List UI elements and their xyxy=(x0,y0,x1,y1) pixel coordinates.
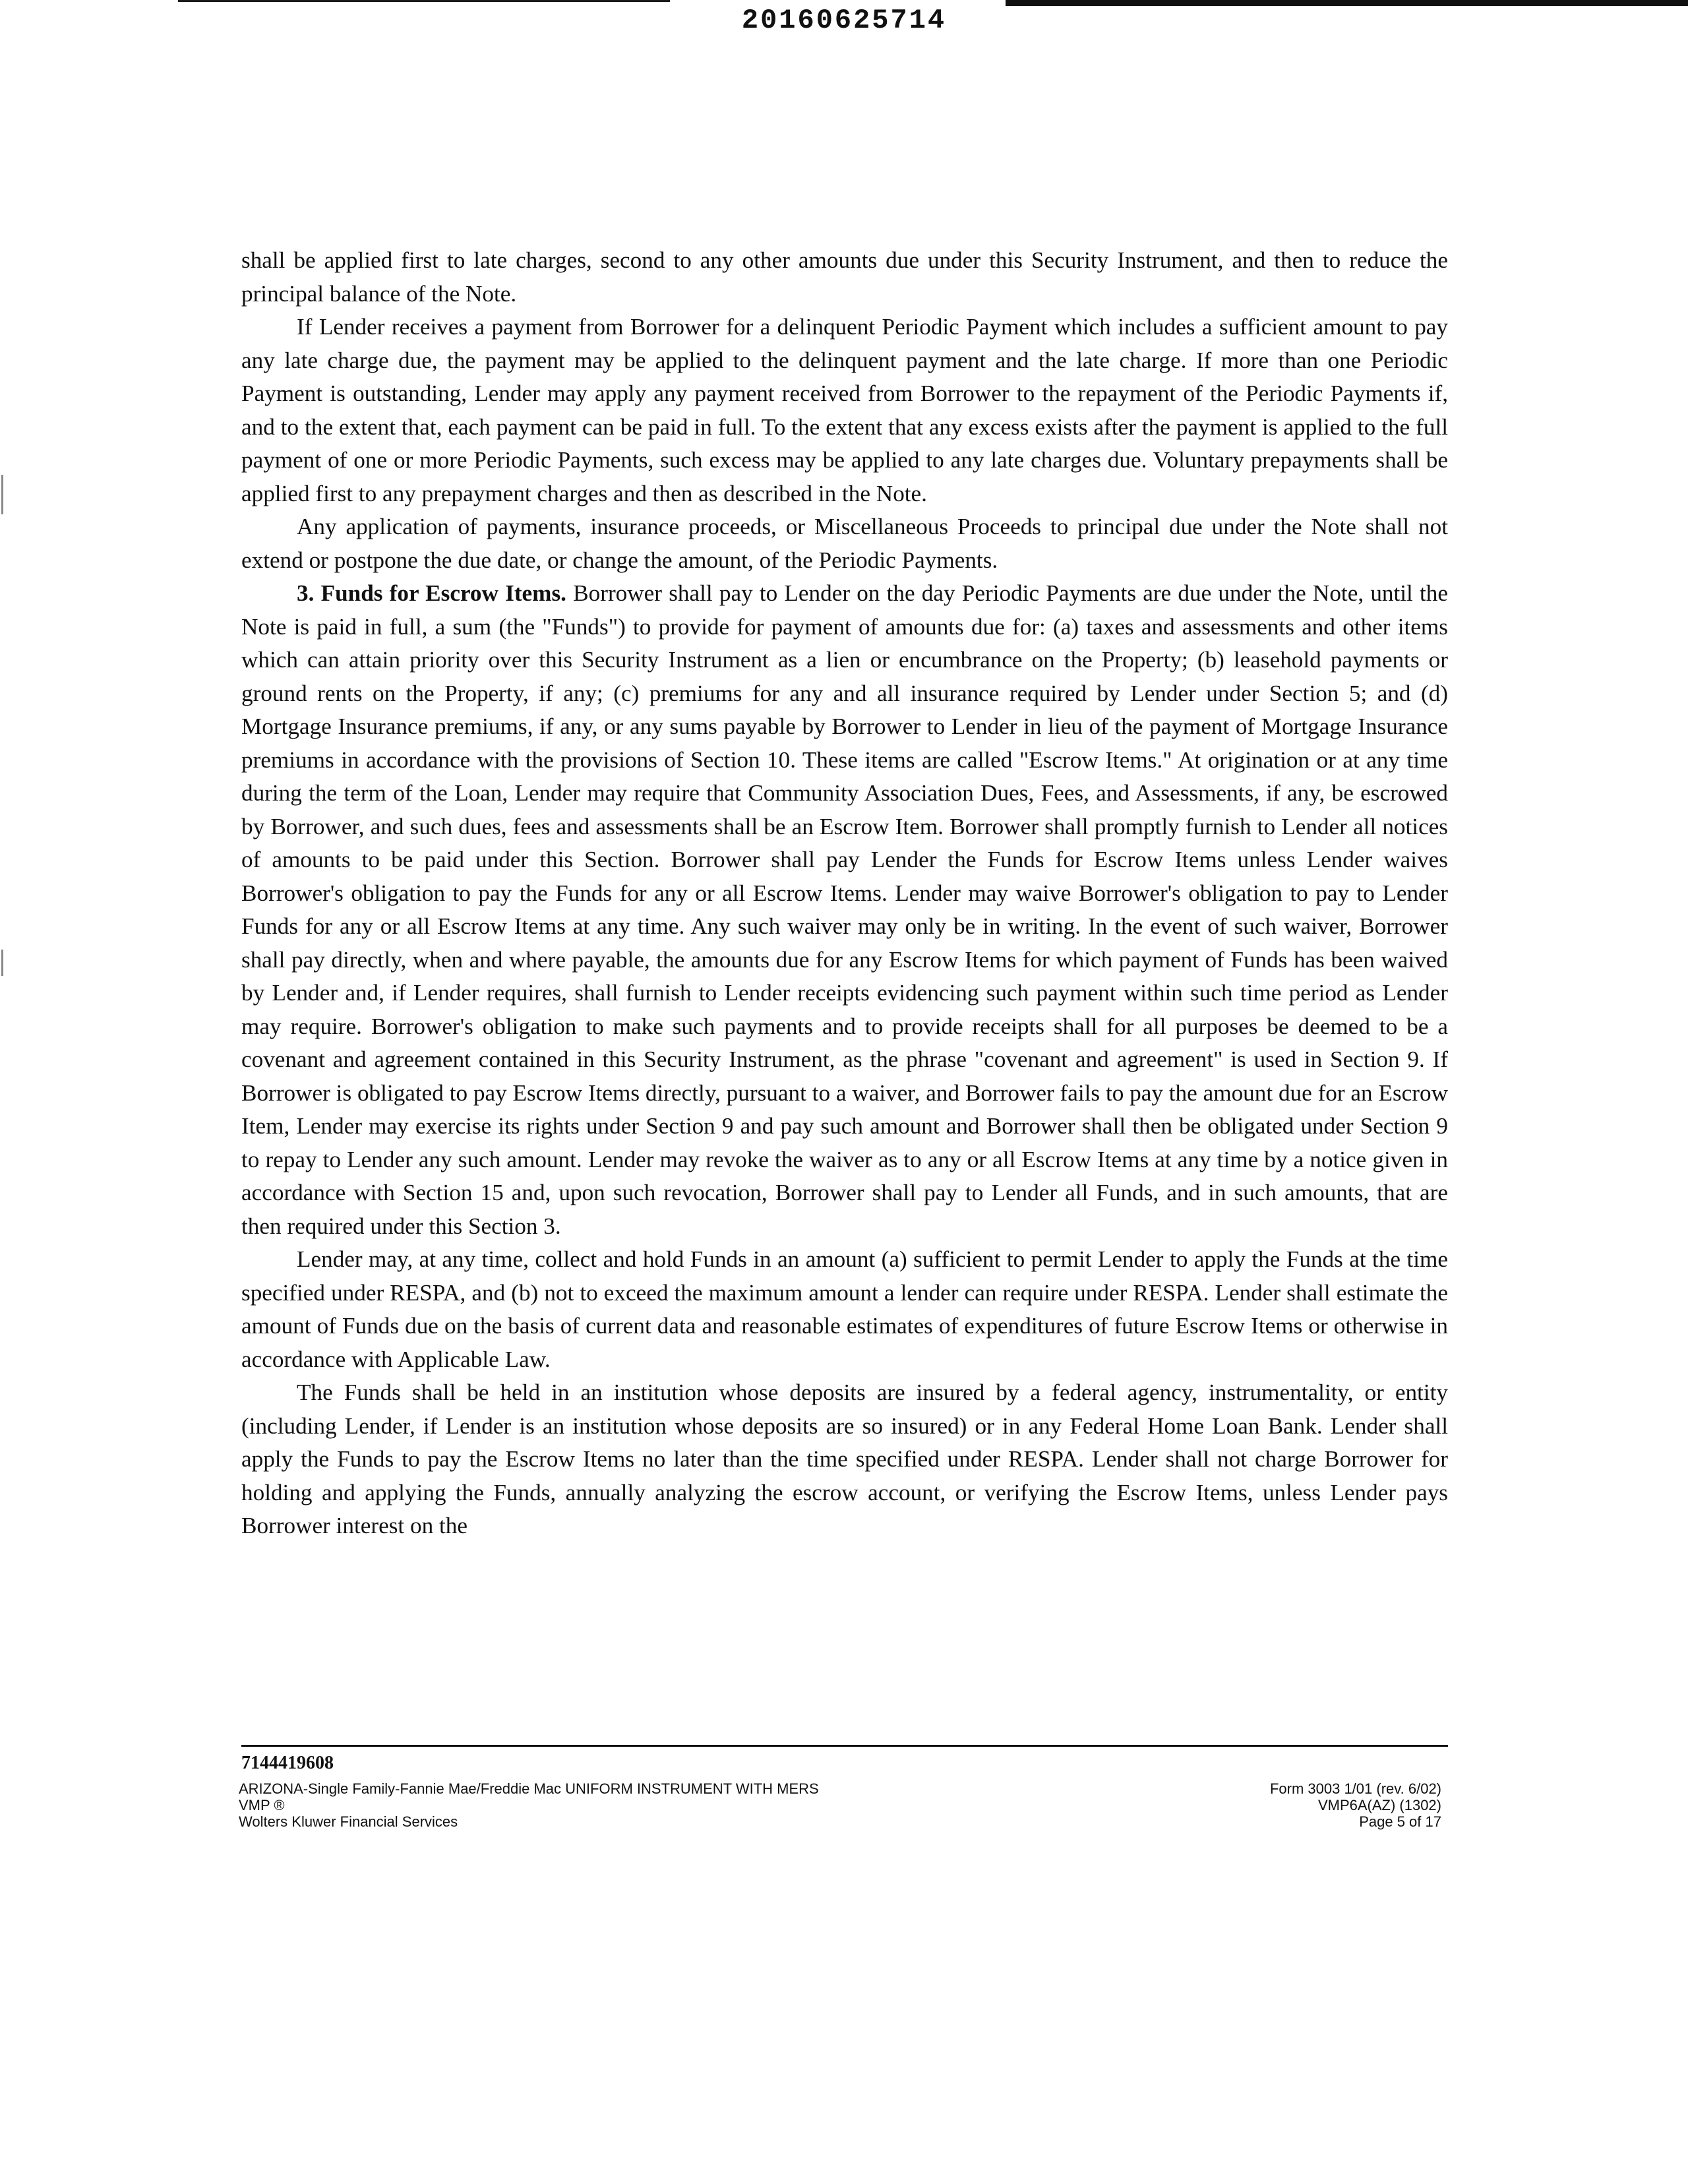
form-title: ARIZONA-Single Family-Fannie Mae/Freddie Mac UNIFORM INSTRUMENT WITH MERS xyxy=(239,1780,819,1797)
paragraph-text: shall be applied first to late charges, second to any other amounts due under this Security Instrument, and then to reduce the principal balance of the Note. xyxy=(241,247,1448,307)
footer-rule xyxy=(241,1745,1448,1747)
section-3-funds-for-escrow-items xyxy=(241,577,1448,1243)
paragraph-text: The Funds shall be held in an institution whose deposits are insured by a federal agency, instrumentality, or entity (including Lender, if Lender is an institution whose deposits are so insured) or in any Federal Home Loan Bank. Lender shall apply the Funds to pay the Escrow Items no later than the time specified under RESPA. Lender shall not charge Borrower for holding and applying the Funds, annually analyzing the escrow account, or verifying the Escrow Items, unless Lender pays Borrower interest on the xyxy=(241,1380,1448,1538)
paragraph-continuation xyxy=(241,244,1448,311)
loan-number: 7144419608 xyxy=(241,1753,334,1773)
paragraph-delinquent-payment xyxy=(241,311,1448,510)
paragraph-funds-held-in-institution xyxy=(241,1376,1448,1543)
document-body xyxy=(241,244,1448,1543)
section-heading: 3. Funds for Escrow Items. xyxy=(297,580,566,606)
form-number: Form 3003 1/01 (rev. 6/02) xyxy=(1269,1780,1441,1797)
paragraph-text: Lender may, at any time, collect and hold Funds in an amount (a) sufficient to permit Lender to apply the Funds at the time specified under RESPA, and (b) not to exceed the maximum amount a lender can require under RESPA. Lender shall estimate the amount of Funds due on the basis of current data and reasonable estimates of expenditures of future Escrow Items or otherwise in accordance with Applicable Law. xyxy=(241,1246,1448,1372)
paragraph-text: Borrower shall pay to Lender on the day Periodic Payments are due under the Note, until the Note is paid in full, a sum (the "Funds") to provide for payment of amounts due for: (a) taxes and assessments and other items which can attain priority over this Security Instrument as a lien or encumbrance on the Property; (b) leasehold payments or ground rents on the Property, if any; (c) premiums for any and all insurance required by Lender under Section 5; and (d) Mortgage Insurance premiums, if any, or any sums payable by Borrower to Lender in lieu of the payment of Mortgage Insurance premiums in accordance with the provisions of Section 10. These items are called "Escrow Items." At origination or at any time during the term of the Loan, Lender may require that Community Association Dues, Fees, and Assessments, if any, be escrowed by Borrower, and such dues, fees and assessments shall be an Escrow Item. Borrower shall promptly furnish to Lender all notices of amounts to be paid under this Section. Borrower shall pay Lender the Funds for Escrow Items unless Lender waives Borrower's obligation to pay the Funds for any or all Escrow Items. Lender may waive Borrower's obligation to pay to Lender Funds for any or all Escrow Items at any time. Any such waiver may only be in writing. In the event of such waiver, Borrower shall pay directly, when and where payable, the amounts due for any Escrow Items for which payment of Funds has been waived by Lender and, if Lender requires, shall furnish to Lender receipts evidencing such payment within such time period as Lender may require. Borrower's obligation to make such payments and to provide receipts shall for all purposes be deemed to be a covenant and agreement contained in this Security Instrument, as the phrase "covenant and agreement" is used in Section 9. If Borrower is obligated to pay Escrow Items directly, pursuant to a waiver, and Borrower fails to pay the amount due for an Escrow Item, Lender may exercise its rights under Section 9 and pay such amount and Borrower shall then be obligated under Section 9 to repay to Lender any such amount. Lender may revoke the waiver as to any or all Escrow Items at any time by a notice given in accordance with Section 15 and, upon such revocation, Borrower shall pay to Lender all Funds, and in such amounts, that are then required under this Section 3. xyxy=(241,580,1449,1239)
header-rule-left xyxy=(178,0,670,2)
vmp-mark: VMP ® xyxy=(239,1797,285,1813)
footer-right-block xyxy=(1270,1780,1441,1830)
paragraph-collect-and-hold-funds xyxy=(241,1243,1448,1376)
footer-left-block xyxy=(239,1780,819,1830)
paragraph-text: Any application of payments, insurance proceeds, or Miscellaneous Proceeds to principal due under the Note shall not extend or postpone the due date, or change the amount, of the Periodic Payments. xyxy=(241,514,1448,573)
page-number: Page 5 of 17 xyxy=(1359,1813,1441,1830)
scan-artifact xyxy=(1,950,3,976)
scan-artifact xyxy=(1,475,3,514)
publisher-name: Wolters Kluwer Financial Services xyxy=(239,1813,458,1830)
recording-document-number: 20160625714 xyxy=(741,5,947,36)
paragraph-text: If Lender receives a payment from Borrower for a delinquent Periodic Payment which includes a sufficient amount to pay any late charge due, the payment may be applied to the delinquent payment and the late charge. If more than one Periodic Payment is outstanding, Lender may apply any payment received from Borrower to the repayment of the Periodic Payments if, and to the extent that, each payment can be paid in full. To the extent that any excess exists after the payment is applied to the full payment of one or more Periodic Payments, such excess may be applied to any late charges due. Voluntary prepayments shall be applied first to any prepayment charges and then as described in the Note. xyxy=(241,314,1448,506)
form-code: VMP6A(AZ) (1302) xyxy=(1317,1797,1441,1813)
paragraph-application-of-payments xyxy=(241,510,1448,577)
